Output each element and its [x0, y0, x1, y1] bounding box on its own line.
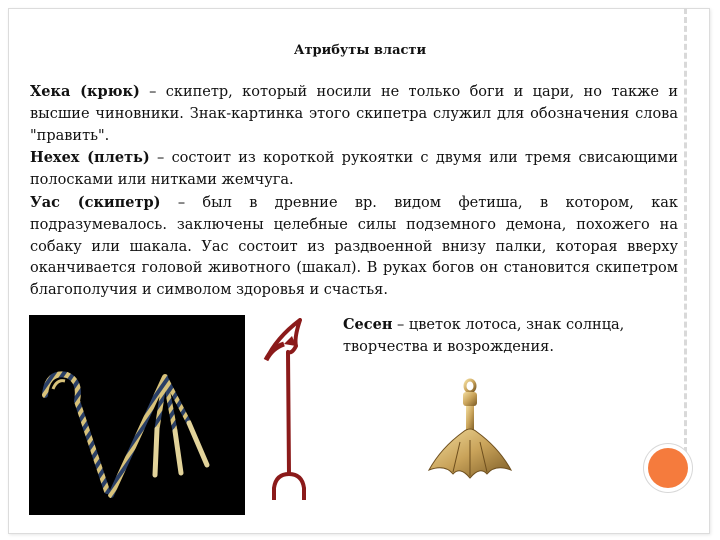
sesen-text — [343, 314, 683, 359]
paragraph-was — [30, 192, 678, 302]
term-heka: Хека (крюк) — [30, 83, 140, 100]
desc-heka: – скипетр, который носили не только боги и цари, но также и высшие чиновники. Знак-картинка этого скипетра служил для обозначения слова "править". — [30, 84, 678, 144]
was-scepter-image — [262, 318, 314, 516]
slide-title: Атрибуты власти — [293, 43, 427, 58]
was-scepter-drawing — [262, 318, 314, 516]
desc-nehekh: – состоит из короткой рукоятки с двумя или тремя свисающими полосками или нитками жемчуга. — [30, 150, 678, 189]
desc-was: – был в древние вр. видом фетиша, в котором, как подразумевалось. заключены целебные силы подземного демона, похожего на собаку или шакала. Уас состоит из раздвоенной внизу палки, которая вверху оканчивается головой животного (шакал). В руках богов он становится скипетром благополучия и символом здоровья и счастья. — [30, 194, 678, 299]
lotus-pendant-image — [425, 378, 515, 498]
term-nehekh: Нехех (плеть) — [30, 149, 150, 167]
crook-and-flail-image — [29, 315, 245, 515]
desc-sesen: – цветок лотоса, знак солнца, творчества и возрождения. — [343, 317, 625, 355]
term-sesen: Сесен — [343, 316, 393, 333]
lotus-pendant-drawing — [425, 378, 515, 498]
decorative-dashed-line — [684, 8, 687, 453]
term-was: Уас (скипетр) — [30, 193, 161, 211]
description-text — [30, 81, 678, 302]
crook-and-flail-drawing — [29, 315, 245, 515]
paragraph-nehekh — [30, 147, 678, 192]
paragraph-heka — [30, 81, 678, 147]
decorative-circle — [648, 448, 688, 488]
